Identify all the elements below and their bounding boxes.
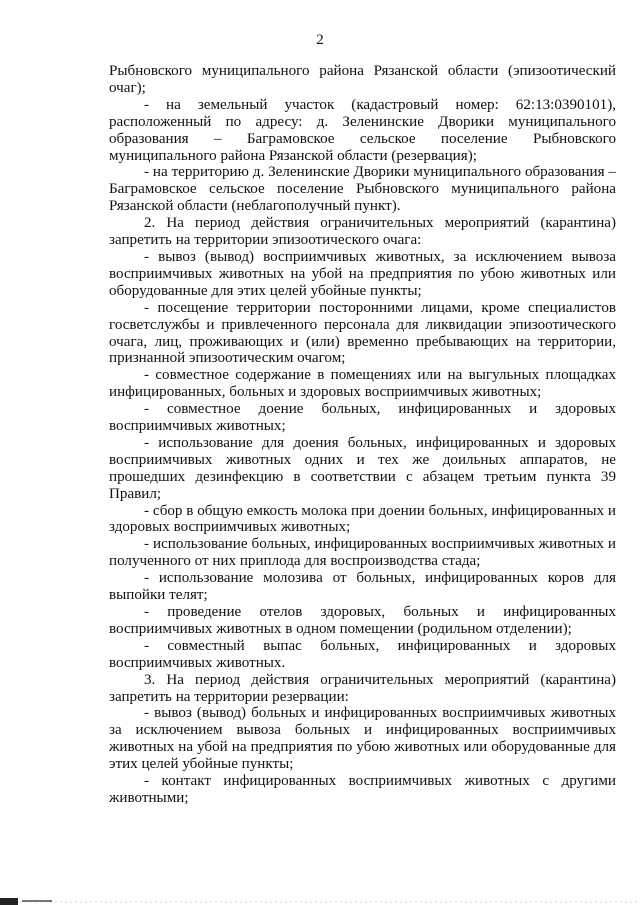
list-item: - на земельный участок (кадастровый номер: 62:13:0390101), расположенный по адресу: д. Зеленинские Дворики муниципального образования – Баграмовское сельское поселение Рыбновского муниципального района Рязанской области (резервация); <box>109 96 616 164</box>
document-body <box>109 63 616 807</box>
section-heading-2: 2. На период действия ограничительных мероприятий (карантина) запретить на территории эпизоотического очага: <box>109 215 616 249</box>
list-item: - использование молозива от больных, инфицированных коров для выпойки телят; <box>109 570 616 604</box>
list-item: - посещение территории посторонними лицами, кроме специалистов госветслужбы и привлеченного персонала для ликвидации эпизоотического очага, лиц, проживающих и (или) временно пребывающих на территории, признанной эпизоотическим очагом; <box>109 299 616 367</box>
list-item: - совместное доение больных, инфицированных и здоровых восприимчивых животных; <box>109 401 616 435</box>
section-heading-3: 3. На период действия ограничительных мероприятий (карантина) запретить на территории резервации: <box>109 671 616 705</box>
paragraph: Рыбновского муниципального района Рязанской области (эпизоотический очаг); <box>109 63 616 96</box>
list-item: - контакт инфицированных восприимчивых животных с другими животными; <box>109 773 616 806</box>
page-number: 2 <box>316 32 324 48</box>
list-item: - совместное содержание в помещениях или на выгульных площадках инфицированных, больных и здоровых восприимчивых животных; <box>109 367 616 401</box>
list-item: - вывоз (вывод) восприимчивых животных, за исключением вывоза восприимчивых животных на убой на предприятия по убою животных или оборудованные для этих целей убойные пункты; <box>109 248 616 299</box>
list-item: - проведение отелов здоровых, больных и инфицированных восприимчивых животных в одном помещении (родильном отделении); <box>109 604 616 637</box>
list-item: - на территорию д. Зеленинские Дворики муниципального образования – Баграмовское сельское поселение Рыбновского муниципального района Рязанской области (неблагополучный пункт). <box>109 164 616 215</box>
list-item: - вывоз (вывод) больных и инфицированных восприимчивых животных за исключением вывоза больных и инфицированных восприимчивых животных на убой на предприятия по убою животных или оборудованные для этих целей убойные пункты; <box>109 705 616 773</box>
scan-edge-marks <box>0 892 640 905</box>
list-item: - совместный выпас больных, инфицированных и здоровых восприимчивых животных. <box>109 637 616 671</box>
list-item: - сбор в общую емкость молока при доении больных, инфицированных и здоровых восприимчивых животных; <box>109 502 616 536</box>
list-item: - использование для доения больных, инфицированных и здоровых восприимчивых животных одних и тех же доильных аппаратов, не прошедших дезинфекцию в соответствии с абзацем третьим пункта 39 Правил; <box>109 434 616 502</box>
list-item: - использование больных, инфицированных восприимчивых животных и полученного от них приплода для воспроизводства стада; <box>109 536 616 570</box>
